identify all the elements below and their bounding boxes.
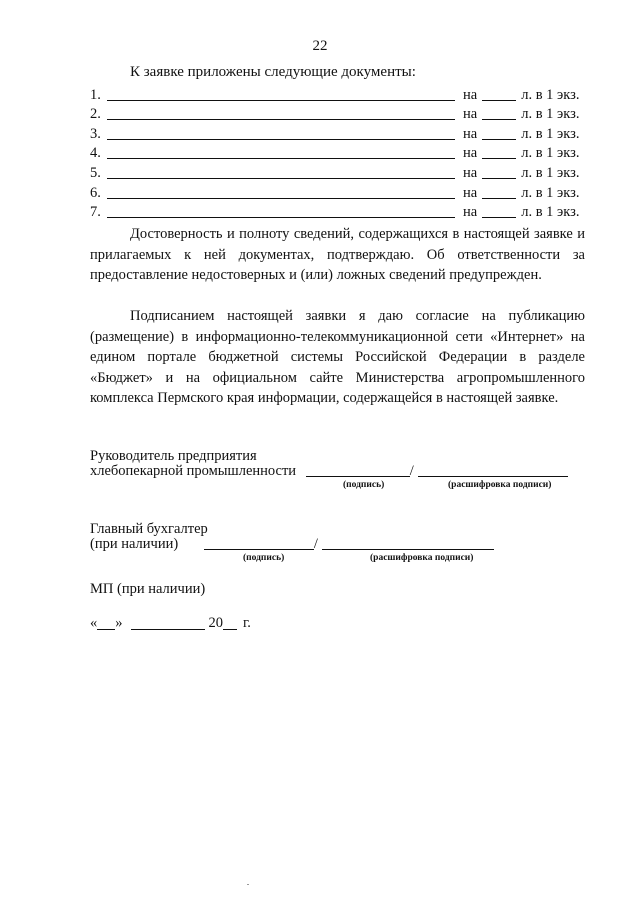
accountant-signature-block	[90, 522, 585, 552]
date-open-quote: «	[90, 615, 98, 631]
item-na: на	[463, 184, 478, 201]
accountant-title-row	[90, 537, 585, 552]
attachments-list	[90, 84, 585, 221]
director-name-field[interactable]	[418, 464, 568, 477]
stamp-place: МП (при наличии)	[90, 581, 206, 597]
consent-text: Подписанием настоящей заявки я даю согласие на публикацию (размещение) в информационно-телекоммуникационной сети «Интернет» на едином портале бюджетной системы Российской Федерации в разделе «Бюджет» и на официальном сайте Министерства агропромышленного комплекса Пермского края информации, содержащейся в настоящей заявке.	[90, 308, 585, 406]
accountant-signature-field[interactable]	[204, 537, 314, 550]
document-name-field[interactable]	[107, 146, 455, 159]
list-item	[90, 143, 585, 163]
year-prefix: 20	[208, 615, 223, 631]
list-item	[90, 162, 585, 182]
sheet-count-field[interactable]	[482, 205, 516, 218]
document-name-field[interactable]	[107, 166, 455, 179]
sheet-count-field[interactable]	[482, 107, 516, 120]
item-na: на	[463, 106, 478, 123]
item-na: на	[463, 125, 478, 142]
document-name-field[interactable]	[107, 205, 455, 218]
item-suffix: л. в 1 экз.	[521, 204, 580, 221]
list-item	[90, 104, 585, 124]
sheet-count-field[interactable]	[482, 127, 516, 140]
document-name-field[interactable]	[107, 107, 455, 120]
attachments-intro: К заявке приложены следующие документы:	[130, 64, 416, 80]
director-slash: /	[409, 463, 414, 479]
item-suffix: л. в 1 экз.	[521, 164, 580, 181]
document-name-field[interactable]	[107, 88, 455, 101]
item-suffix: л. в 1 экз.	[521, 86, 580, 103]
item-number: 4.	[90, 145, 101, 162]
item-na: на	[463, 204, 478, 221]
month-field[interactable]	[131, 617, 205, 630]
item-suffix: л. в 1 экз.	[521, 106, 580, 123]
list-item	[90, 123, 585, 143]
item-suffix: л. в 1 экз.	[521, 184, 580, 201]
accountant-name-field[interactable]	[322, 537, 494, 550]
director-signature-block	[90, 449, 585, 479]
item-number: 7.	[90, 204, 101, 221]
director-decode-caption: (расшифровка подписи)	[448, 480, 552, 490]
day-field[interactable]	[97, 617, 115, 630]
list-item	[90, 84, 585, 104]
page-number: 22	[312, 38, 328, 54]
item-number: 2.	[90, 106, 101, 123]
director-sign-caption: (подпись)	[343, 480, 385, 490]
list-item	[90, 202, 585, 222]
accountant-sign-caption: (подпись)	[243, 553, 285, 563]
date-close-quote: »	[115, 615, 123, 631]
accountant-title-line2: (при наличии)	[90, 536, 179, 552]
item-number: 5.	[90, 164, 101, 181]
item-number: 1.	[90, 86, 101, 103]
item-na: на	[463, 164, 478, 181]
document-name-field[interactable]	[107, 127, 455, 140]
reliability-paragraph	[90, 224, 585, 286]
sheet-count-field[interactable]	[482, 88, 516, 101]
list-item	[90, 182, 585, 202]
item-na: на	[463, 145, 478, 162]
accountant-decode-caption: (расшифровка подписи)	[370, 553, 474, 563]
director-title-row	[90, 464, 585, 479]
scan-speck	[247, 884, 249, 885]
accountant-slash: /	[313, 536, 318, 552]
reliability-text: Достоверность и полноту сведений, содержащихся в настоящей заявке и прилагаемых к ней документах, подтверждаю. Об ответственности за предоставление недостоверных и (или) ложных сведений предупрежден.	[90, 226, 585, 283]
item-suffix: л. в 1 экз.	[521, 125, 580, 142]
item-suffix: л. в 1 экз.	[521, 145, 580, 162]
consent-paragraph	[90, 306, 585, 409]
accountant-title-line1: Главный бухгалтер	[90, 521, 208, 537]
director-title-line2: хлебопекарной промышленности	[90, 463, 297, 479]
year-field[interactable]	[223, 617, 237, 630]
sheet-count-field[interactable]	[482, 166, 516, 179]
director-title-line1: Руководитель предприятия	[90, 448, 257, 464]
document-name-field[interactable]	[107, 186, 455, 199]
item-number: 6.	[90, 184, 101, 201]
item-number: 3.	[90, 125, 101, 142]
sheet-count-field[interactable]	[482, 186, 516, 199]
director-signature-field[interactable]	[306, 464, 410, 477]
year-suffix: г.	[243, 615, 251, 631]
item-na: на	[463, 86, 478, 103]
sheet-count-field[interactable]	[482, 146, 516, 159]
date-line	[90, 615, 251, 632]
